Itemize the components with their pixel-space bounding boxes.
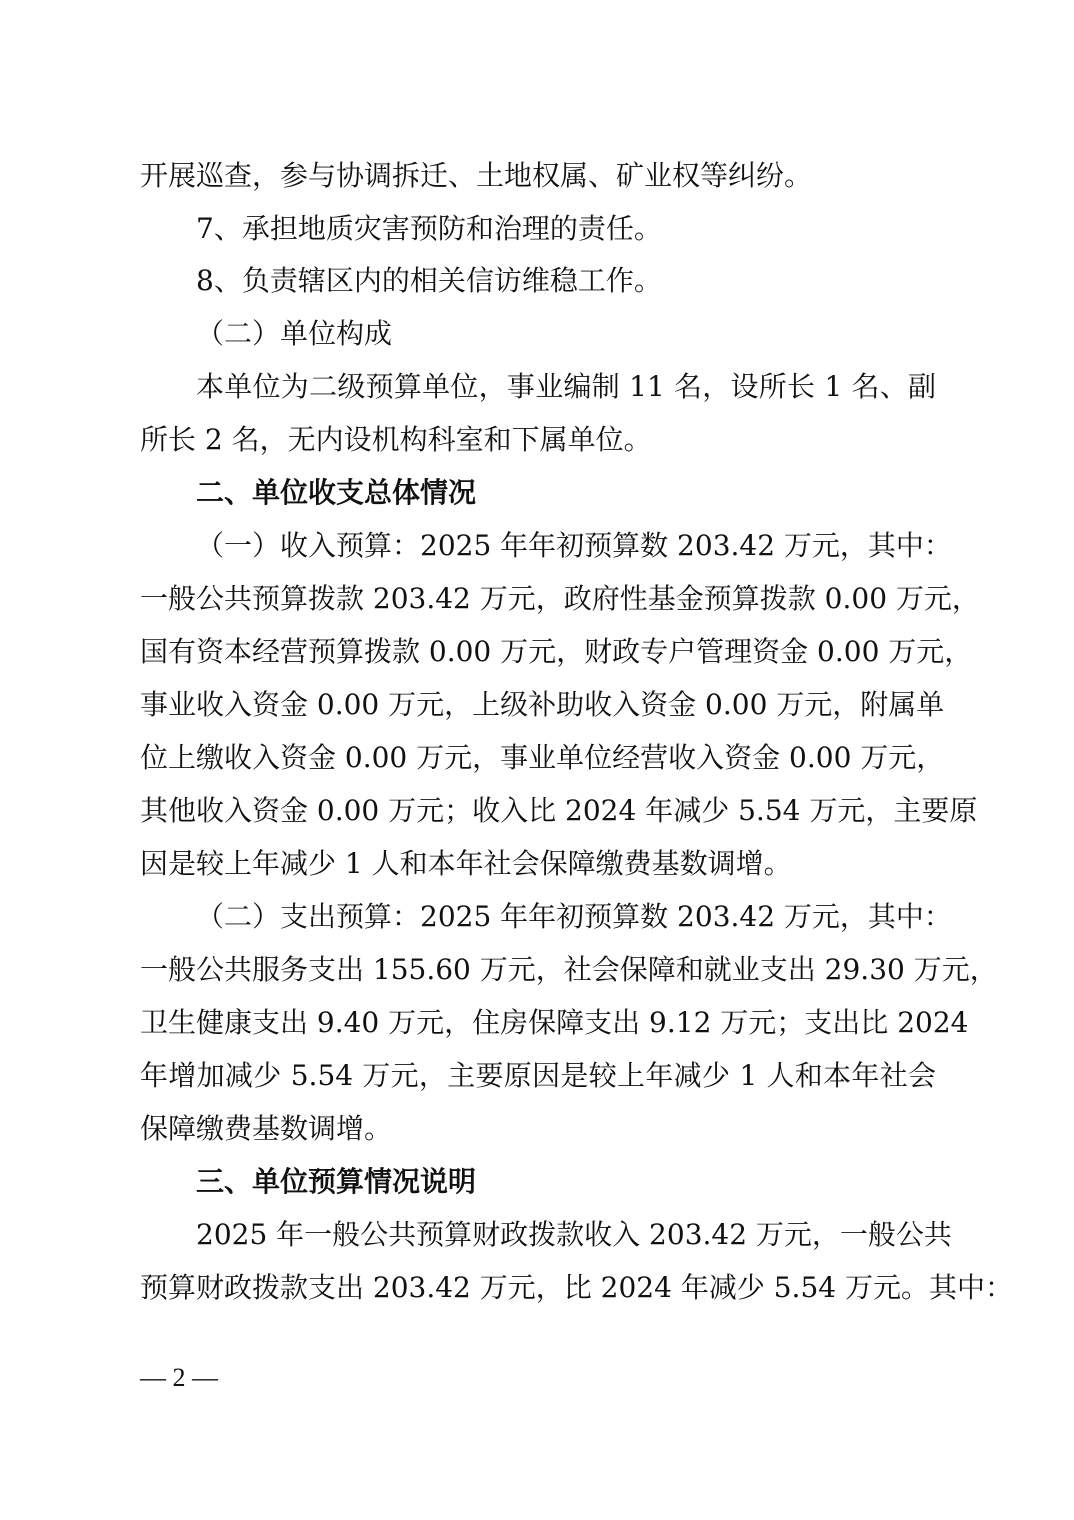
paragraph-line: （一）收入预算：2025 年年初预算数 203.42 万元，其中： bbox=[196, 529, 952, 562]
paragraph-line: 一般公共服务支出 155.60 万元，社会保障和就业支出 29.30 万元， bbox=[140, 953, 998, 986]
paragraph-line: 预算财政拨款支出 203.42 万元，比 2024 年减少 5.54 万元。其中： bbox=[140, 1271, 1013, 1304]
page-number: — 2 — bbox=[140, 1363, 218, 1392]
paragraph-line: 7、承担地质灾害预防和治理的责任。 bbox=[196, 212, 662, 245]
subsection-heading: （二）单位构成 bbox=[196, 317, 393, 350]
section-heading: 三、单位预算情况说明 bbox=[196, 1165, 477, 1198]
paragraph-line: 年增加减少 5.54 万元，主要原因是较上年减少 1 人和本年社会 bbox=[140, 1059, 936, 1092]
paragraph-line: 因是较上年减少 1 人和本年社会保障缴费基数调增。 bbox=[140, 847, 792, 880]
paragraph-line: 保障缴费基数调增。 bbox=[140, 1112, 393, 1145]
section-heading: 二、单位收支总体情况 bbox=[196, 476, 477, 509]
paragraph-line: 一般公共预算拨款 203.42 万元，政府性基金预算拨款 0.00 万元， bbox=[140, 582, 980, 615]
paragraph-line: 其他收入资金 0.00 万元；收入比 2024 年减少 5.54 万元，主要原 bbox=[140, 794, 978, 827]
paragraph-line: 位上缴收入资金 0.00 万元，事业单位经营收入资金 0.00 万元， bbox=[140, 741, 945, 774]
paragraph-line: 本单位为二级预算单位，事业编制 11 名，设所长 1 名、副 bbox=[196, 370, 936, 403]
paragraph-line: （二）支出预算：2025 年年初预算数 203.42 万元，其中： bbox=[196, 900, 952, 933]
paragraph-line: 开展巡查，参与协调拆迁、土地权属、矿业权等纠纷。 bbox=[140, 159, 813, 192]
paragraph-line: 所长 2 名，无内设机构科室和下属单位。 bbox=[140, 423, 652, 456]
paragraph-line: 国有资本经营预算拨款 0.00 万元，财政专户管理资金 0.00 万元， bbox=[140, 635, 973, 668]
paragraph-line: 8、负责辖区内的相关信访维稳工作。 bbox=[196, 264, 662, 297]
paragraph-line: 事业收入资金 0.00 万元，上级补助收入资金 0.00 万元，附属单 bbox=[140, 688, 945, 721]
paragraph-line: 卫生健康支出 9.40 万元，住房保障支出 9.12 万元；支出比 2024 bbox=[140, 1006, 969, 1039]
paragraph-line: 2025 年一般公共预算财政拨款收入 203.42 万元，一般公共 bbox=[196, 1218, 952, 1251]
